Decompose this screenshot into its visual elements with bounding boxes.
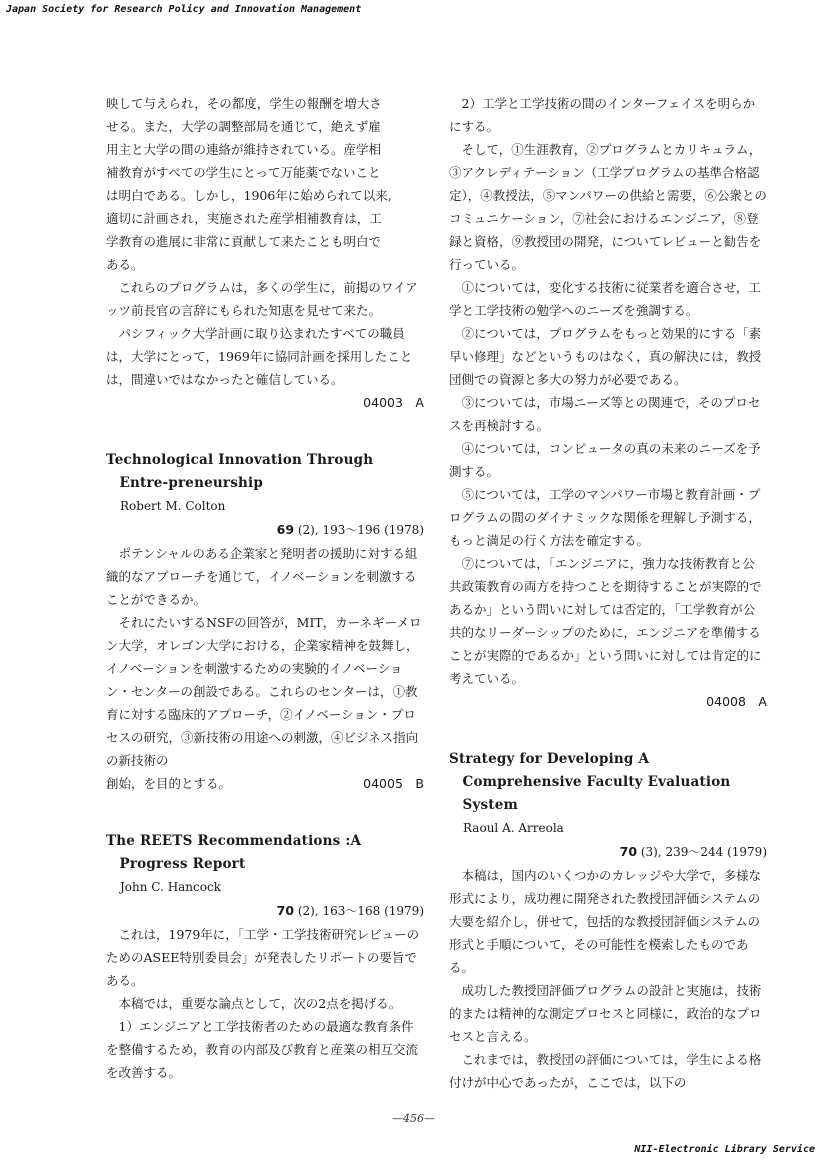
page-number: —456— — [392, 1112, 435, 1125]
paragraph: そして，①生涯教育，②プログラムとカリキュラム，③アクレディテーション（工学プログラムの基準合格認定），④教授法，⑤マンパワーの供給と需要，⑥公衆とのコミュニケーション，⑦社会におけるエンジニア，⑧登録と資格，⑨教授団の開発，についてレビューと勧告を行っている。 — [449, 142, 767, 272]
text-line: は明白である。しかし，1906年に始められて以来, — [106, 188, 392, 203]
article-citation — [449, 840, 767, 864]
paragraph: ②については，プログラムをもっと効果的にする「素早い修理」などというものはなく，真の解決には，教授団側での資源と多大の努力が必要である。 — [449, 326, 762, 387]
volume-number: 70 — [619, 844, 638, 859]
paragraph: ポテンシャルのある企業家と発明者の援助に対する組織的なアプローチを通じて，イノベーションを刺激することができるか。 — [106, 546, 418, 607]
article-author: Robert M. Colton — [120, 499, 226, 513]
paragraph-end — [106, 772, 424, 795]
abstract-tag: 04008 A — [706, 694, 767, 709]
text-line: ある。 — [106, 257, 144, 272]
article-author: Raoul A. Arreola — [463, 821, 564, 835]
paragraph: これまでは，教授団の評価については，学生による格付けが中心であったが，ここでは，以下の — [449, 1052, 762, 1090]
paragraph: これは，1979年に，「工学・工学技術研究レビューのためのASEE特別委員会」が発表したリポートの要旨である。 — [106, 927, 420, 988]
article-citation — [106, 518, 424, 542]
left-column — [106, 92, 424, 1084]
right-column — [449, 92, 767, 1094]
article-author: John C. Hancock — [120, 880, 221, 894]
volume-number: 70 — [276, 903, 295, 918]
paragraph: ③については，市場ニーズ等との関連で，そのプロセスを再検討する。 — [449, 395, 761, 433]
volume-number: 69 — [276, 522, 295, 537]
paragraph: 本稿は，国内のいくつかのカレッジや大学で，多様な形式により，成功裡に開発された教授団評価システムの大要を紹介し，併せて，包括的な教授団評価システムの形式と手順について，その可能性を模索したものである。 — [449, 868, 762, 975]
paragraph: ⑤については，工学のマンパワー市場と教育計画・プログラムの間のダイナミックな関係を理解し予測する，もっと満足の行く方法を確定する。 — [449, 487, 761, 548]
paragraph: 2）工学と工学技術の間のインターフェイスを明らかにする。 — [449, 96, 756, 134]
paragraph: 成功した教授団評価プログラムの設計と実施は，技術的または精神的な測定プロセスと同様に，政治的なプロセスと言える。 — [449, 983, 762, 1044]
paragraph: ④については，コンピュータの真の未来のニーズを予測する。 — [449, 441, 761, 479]
citation-pages: (3), 239～244 (1979) — [637, 845, 767, 859]
paragraph: これらのプログラムは，多くの学生に，前掲のワイアッツ前長官の言辞にもられた知恵を見せて来た。 — [106, 280, 418, 318]
text-line: せる。また，大学の調整部局を通じて，絶えず雇 — [106, 119, 381, 134]
abstract-tag: 04005 B — [363, 776, 424, 791]
text-line: 学教育の進展に非常に貢献して来たことも明白で — [106, 234, 382, 249]
citation-pages: (2), 193～196 (1978) — [294, 523, 424, 537]
text-line: 映して与えられ，その都度，学生の報酬を増大さ — [106, 96, 382, 111]
paragraph: ①については，変化する技術に従業者を適合させ，工学と工学技術の勉学へのニーズを強調する。 — [449, 280, 761, 318]
paragraph: 本稿では，重要な論点として，次の2点を掲げる。 — [118, 996, 402, 1011]
journal-header: Japan Society for Research Policy and Innovation Management — [6, 4, 362, 15]
text-line: 用主と大学の間の連絡が維持されている。産学相 — [106, 142, 382, 157]
text-line: 創始，を目的とする。 — [106, 776, 232, 791]
paragraph: パシフィック大学計画に取り込まれたすべての職員は，大学にとって，1969年に協同計画を採用したことは，間違いではなかったと確信している。 — [106, 326, 413, 387]
library-footer: NII-Electronic Library Service — [634, 1144, 815, 1155]
citation-pages: (2), 163～168 (1979) — [294, 904, 424, 918]
paragraph: 1）エンジニアと工学技術者のための最適な教育条件を整備するため，教育の内部及び教育と産業の相互交流を改善する。 — [106, 1019, 419, 1080]
paragraph: それにたいするNSFの回答が，MIT，カーネギーメロン大学，オレゴン大学における，企業家精神を鼓舞し，イノベーションを刺激するための実験的イノベーション・センターの創設である。これらのセンターは，①教育に対する臨床的アプローチ，②イノベーション・プロセスの研究，③新技術の用途への刺激，④ビジネス指向の新技術の — [106, 615, 422, 768]
text-line: 補教育がすべての学生にとって万能薬でないこと — [106, 165, 381, 180]
paragraph: ⑦については，「エンジニアに，強力な技術教育と公共政策教育の両方を持つことを期待することが実際的であるか」という問いに対しては否定的，「工学教育が公共的なリーダーシップのために，エンジニアを準備することが実際的であるか」という問いに対しては肯定的に考えている。 — [449, 556, 762, 686]
article-title: Strategy for Developing A Comprehensive Faculty Evaluation System — [449, 751, 731, 813]
article-citation — [106, 899, 424, 923]
continuation-text — [106, 92, 424, 276]
abstract-tag: 04003 A — [363, 395, 424, 410]
article-title: Technological Innovation Through Entre-preneurship — [106, 452, 374, 491]
article-title: The REETS Recommendations :A Progress Report — [106, 833, 362, 872]
text-line: 適切に計画され，実施された産学相補教育は，工 — [106, 211, 382, 226]
